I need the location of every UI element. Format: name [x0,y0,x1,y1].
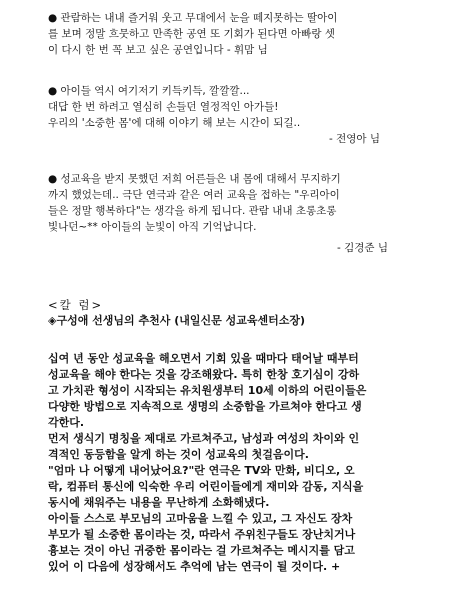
column-line-5: 각한다. [48,416,85,429]
comment-3-line-3: 들은 정말 행복하다"는 생각을 하게 됩니다. 관람 내내 초롱초롱 [48,205,337,217]
comment-2-line-1: ● 아이들 역시 여기저기 키득키득, 깔깔깔... [48,85,250,97]
comment-1-line-1: ● 관람하는 내내 즐거워 웃고 무대에서 눈을 떼지못하는 딸아이 [48,12,338,24]
comment-3-signature-text: - 김경준 님 [336,242,388,254]
column-line-13: 흉보는 것이 아닌 귀중한 몸이라는 걸 가르쳐주는 메시지를 담고 [48,544,355,557]
column-line-9: 락, 컴퓨터 통신에 익숙한 우리 어린이들에게 재미와 감동, 지식을 [48,480,364,493]
column-line-2: 성교육을 해야 한다는 것을 강조해왔다. 특히 한창 호기심이 강하 [48,368,360,381]
comment-2-signature-text: - 전영아 님 [328,133,380,145]
column-line-1: 십여 년 동안 성교육을 해오면서 기회 있을 때마다 태어날 때부터 [48,352,359,365]
column-line-8: "엄마 나 어떻게 내어났어요?"란 연극은 TV와 만화, 비디오, 오 [48,464,355,477]
column-line-6: 먼저 생식기 명칭을 제대로 가르쳐주고, 남성과 여성의 차이와 인 [48,432,360,445]
comment-2-line-3: 우리의 '소중한 몸'에 대해 이야기 해 보는 시간이 되길.. [48,117,301,129]
comment-3-line-2: 까지 했었는데.. 극단 연극과 같은 여러 교육을 접하는 "우리아이 [48,189,340,201]
comment-3-signature [48,240,388,256]
comment-2-line-2: 대답 한 번 하려고 열심히 손들던 열정적인 아가들! [48,101,279,113]
column-line-4: 다양한 방법으로 지속적으로 생명의 소중함을 가르쳐야 한다고 생 [48,400,362,413]
comment-3-line-1: ● 성교육을 받지 못했던 저희 어른들은 내 몸에 대해서 무지하기 [48,173,341,185]
comment-3-line-4: 빛나던~** 아이들의 눈빛이 아직 기억납니다. [48,221,257,233]
comment-2-signature [48,131,380,147]
column-line-3: 고 가치관 형성이 시작되는 유치원생부터 10세 이하의 어린이들은 [48,384,367,397]
column-line-7: 격적인 동등함을 알게 하는 것이 성교육의 첫걸음이다. [48,448,309,461]
comment-1-line-3: 이 다시 한 번 꼭 보고 싶은 공연입니다 - 휘맘 님 [48,44,268,56]
column-heading: <칼 럼> [48,298,104,312]
column-author: ◈구성애 선생님의 추천사 (내일신문 성교육센터소장) [48,314,305,327]
column-line-10: 동시에 채워주는 내용을 무난하게 소화해냈다. [48,496,270,509]
column-line-11: 아이들 스스로 부모님의 고마움을 느낄 수 있고, 그 자신도 장차 [48,512,353,525]
column-line-14: 있어 이 다음에 성장해서도 추억에 남는 연극이 될 것이다. + [48,560,341,573]
comment-1-line-2: 를 보며 정말 흐뭇하고 만족한 공연 또 기회가 된다면 아빠랑 셋 [48,28,335,40]
column-line-12: 부모가 될 소중한 몸이라는 것, 따라서 주위친구들도 장난치거나 [48,528,356,541]
